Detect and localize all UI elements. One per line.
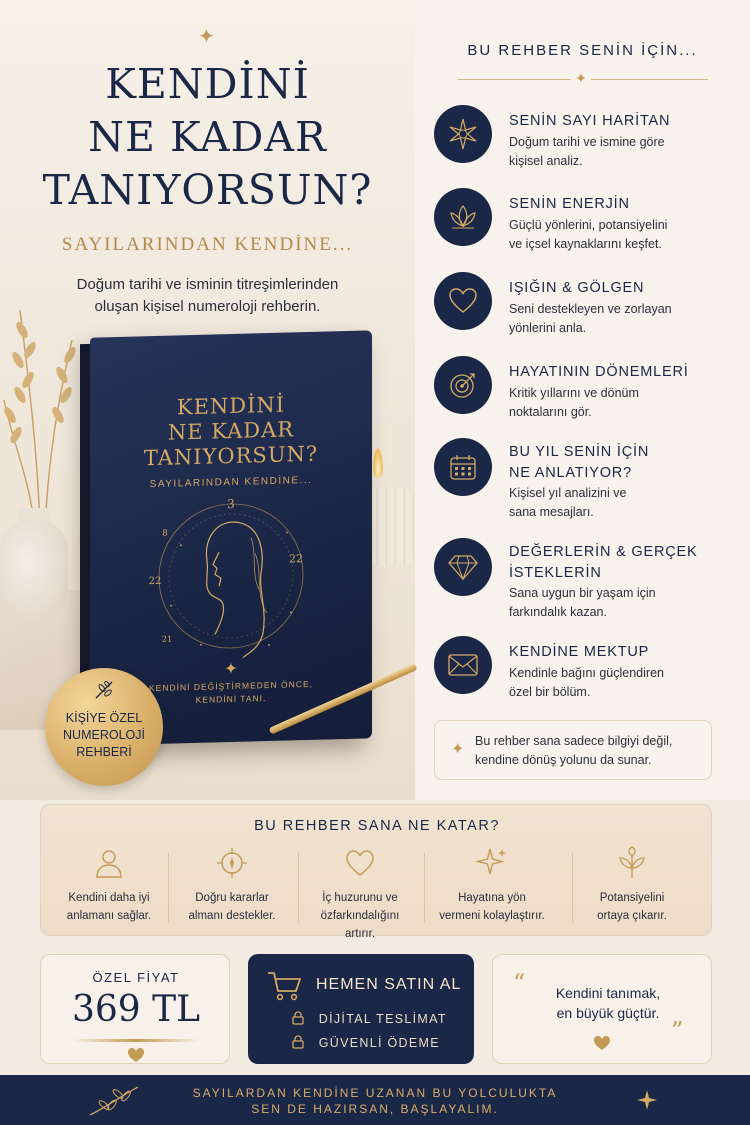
feature-description-line: Güçlü yönlerini, potansiyelini: [509, 218, 668, 232]
sparkle-icon: ✦: [451, 741, 465, 758]
feature-title: HAYATININ DÖNEMLERİ: [509, 364, 689, 380]
seal-line: KİŞİYE ÖZEL: [65, 711, 143, 725]
feature-description-line: sana mesajları.: [509, 505, 594, 519]
envelope-icon: [434, 636, 492, 694]
benefit-line: Kendini daha iyi: [68, 892, 150, 904]
benefit-text: [43, 889, 175, 925]
benefit-text: [566, 889, 698, 925]
seal-line: NUMEROLOJİ: [63, 728, 145, 742]
sparkle-icon: ✦: [198, 26, 215, 48]
feature-title-line: DEĞERLERİN & GERÇEK: [509, 544, 698, 560]
feature-item: [434, 636, 734, 699]
feature-title: [509, 542, 734, 584]
seal-line: REHBERİ: [76, 745, 132, 759]
compass-icon: [166, 845, 298, 881]
heart-icon: [593, 1035, 611, 1051]
book-footer-line: KENDİNİ TANI.: [195, 693, 267, 705]
hero-description-line: oluşan kişisel numeroloji rehberin.: [94, 298, 321, 315]
sprout-icon: [566, 845, 698, 881]
book-title-line: KENDİNİ: [176, 392, 286, 420]
buy-now-label: HEMEN SATIN AL: [316, 976, 462, 993]
dried-grass-decoration: [0, 300, 90, 530]
benefit-line: vermeni kolaylaştırır.: [439, 910, 545, 922]
feature-item: [434, 188, 734, 251]
price-card: [40, 954, 230, 1064]
feature-description-line: ve içsel kaynaklarını keşfet.: [509, 237, 662, 251]
feature-title-line: İSTEKLERİN: [509, 565, 602, 581]
lock-icon: [292, 1035, 304, 1049]
benefit-line: özfarkındalığını: [320, 910, 400, 922]
buy-now-button[interactable]: [248, 954, 474, 1064]
benefits-panel: [40, 804, 712, 940]
price-label: ÖZEL FİYAT: [92, 970, 180, 985]
feature-description: [509, 584, 734, 622]
benefit-line: ortaya çıkarır.: [597, 910, 667, 922]
benefit-text: [166, 889, 298, 925]
digital-delivery-line: [292, 1011, 447, 1026]
footer-banner: [0, 1075, 750, 1125]
hero-title: [10, 58, 405, 217]
cart-icon: [266, 970, 302, 1002]
feature-description-line: yönlerini anla.: [509, 321, 587, 335]
benefit-item: [43, 845, 175, 925]
woman-profile-illustration: [148, 492, 311, 681]
vase: [0, 520, 68, 622]
hero-description-line: Doğum tarihi ve isminin titreşimlerinden: [76, 276, 339, 293]
close-quote-icon: ”: [671, 1017, 684, 1045]
note-line: Bu rehber sana sadece bilgiyi değil,: [475, 734, 673, 748]
feature-title: SENİN SAYI HARİTAN: [509, 113, 671, 129]
benefit-line: anlamanı sağlar.: [66, 910, 152, 922]
feature-item: [434, 538, 734, 618]
open-quote-icon: “: [513, 969, 526, 997]
price-value: 369 TL: [71, 989, 201, 1030]
benefit-item: [166, 845, 298, 925]
feature-title-line: NE ANLATIYOR?: [509, 465, 632, 481]
benefit-line: almanı destekler.: [188, 910, 276, 922]
feature-item: [434, 356, 734, 419]
feature-description: [509, 664, 734, 702]
feature-description-line: Seni destekleyen ve zorlayan: [509, 302, 672, 316]
hero-description: [40, 274, 375, 318]
benefit-text: [426, 889, 558, 925]
note-line: kendine dönüş yolunu da sunar.: [475, 753, 652, 767]
feature-description-line: Sana uygun bir yaşam için: [509, 586, 656, 600]
hero-title-line: KENDİNİ: [105, 60, 310, 108]
feature-description: [509, 216, 734, 254]
book-number: 21: [161, 634, 173, 644]
personal-guide-seal: [45, 668, 163, 786]
book-subtitle: SAYILARINDAN KENDİNE...: [149, 474, 313, 491]
benefits-title: BU REHBER SANA NE KATAR?: [254, 818, 500, 834]
feature-item: [434, 272, 734, 335]
quote-text: [533, 983, 683, 1023]
guide-note: [434, 720, 712, 780]
feature-title: IŞIĞIN & GÖLGEN: [509, 280, 645, 296]
feature-description: [509, 484, 734, 522]
feature-item: [434, 105, 734, 168]
benefit-item: [294, 845, 426, 943]
feature-description-line: noktalarını gör.: [509, 405, 592, 419]
seal-text: [45, 710, 163, 761]
feature-description: [509, 384, 734, 422]
heart-icon: [434, 272, 492, 330]
hero-title-line: NE KADAR: [88, 113, 327, 161]
heart-icon: [127, 1047, 145, 1063]
heart-icon: [294, 845, 426, 881]
diamond-icon: [434, 538, 492, 596]
benefit-line: Potansiyelini: [599, 892, 665, 904]
sparkle-icon: ✦: [571, 70, 591, 87]
feature-item: [434, 438, 734, 518]
quote-line: Kendini tanımak,: [555, 985, 661, 1001]
features-heading: BU REHBER SENİN İÇİN...: [467, 42, 698, 59]
digital-delivery-text: DİJİTAL TESLİMAT: [318, 1012, 447, 1026]
book-title-line: TANIYORSUN?: [143, 441, 319, 471]
benefit-text: [294, 889, 426, 943]
benefit-line: artırır.: [344, 928, 376, 940]
footer-line: SAYILARDAN KENDİNE UZANAN BU YOLCULUKTA: [192, 1086, 558, 1100]
feature-description: [509, 133, 734, 171]
feature-title: SENİN ENERJİN: [509, 196, 630, 212]
footer-line: SEN DE HAZIRSAN, BAŞLAYALIM.: [251, 1102, 499, 1116]
sparkle-icon: [426, 845, 558, 881]
book-title-line: NE KADAR: [167, 417, 295, 445]
quote-card: [492, 954, 712, 1064]
book-footer-line: KENDİNİ DEĞİŞTİRMEDEN ÖNCE,: [149, 678, 313, 694]
feature-title: [509, 442, 734, 484]
book-title: [90, 390, 372, 472]
benefit-line: İç huzurunu ve: [322, 892, 398, 904]
sparkle-icon: ✦: [224, 658, 238, 679]
feature-title: KENDİNE MEKTUP: [509, 644, 650, 660]
feature-title-line: BU YIL SENİN İÇİN: [509, 444, 650, 460]
book-number: 22: [148, 575, 162, 588]
book-number: 8: [162, 528, 168, 539]
divider: [424, 853, 425, 923]
book-number: 22: [289, 552, 303, 566]
quote-line: en büyük güçtür.: [556, 1005, 660, 1021]
target-icon: [434, 356, 492, 414]
benefit-line: Hayatına yön: [458, 892, 526, 904]
benefit-item: [566, 845, 698, 925]
secure-payment-text: GÜVENLİ ÖDEME: [318, 1036, 440, 1050]
benefit-line: Doğru kararlar: [195, 892, 269, 904]
feature-description-line: kişisel analiz.: [509, 154, 583, 168]
feature-description-line: Kendinle bağını güçlendiren: [509, 666, 664, 680]
feature-description-line: farkındalık kazan.: [509, 605, 607, 619]
benefit-item: [426, 845, 558, 925]
feature-description-line: Doğum tarihi ve ismine göre: [509, 135, 665, 149]
book-number: 3: [227, 496, 235, 512]
sparkle-icon: [636, 1089, 658, 1111]
calendar-icon: [434, 438, 492, 496]
feature-description-line: özel bir bölüm.: [509, 685, 591, 699]
feature-description: [509, 300, 734, 338]
feature-description-line: Kritik yıllarını ve dönüm: [509, 386, 639, 400]
lotus-icon: [434, 188, 492, 246]
branch-icon: [92, 678, 116, 702]
lock-icon: [292, 1011, 304, 1025]
star-icon: [434, 105, 492, 163]
note-text: [475, 732, 707, 770]
feature-description-line: Kişisel yıl analizini ve: [509, 486, 627, 500]
price-underline: [73, 1039, 199, 1042]
hero-title-line: TANIYORSUN?: [42, 166, 373, 214]
hero-subtitle: SAYILARINDAN KENDİNE...: [61, 234, 354, 255]
person-icon: [43, 845, 175, 881]
secure-payment-line: [292, 1035, 440, 1050]
